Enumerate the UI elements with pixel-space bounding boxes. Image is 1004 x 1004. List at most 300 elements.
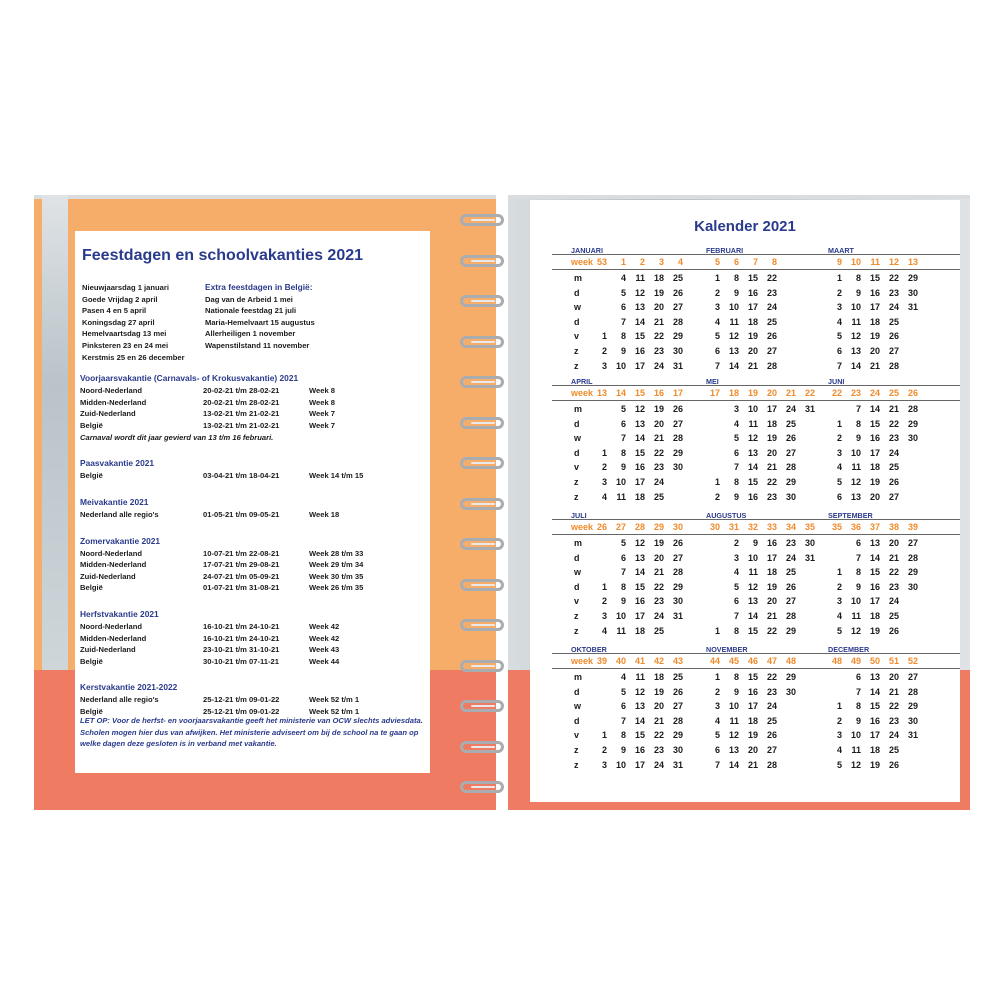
section-heading: Herfstvakantie 2021 — [80, 609, 159, 619]
vacation-dates: 01-07-21 t/m 31-08-21 — [203, 583, 280, 593]
day-number: 21 — [653, 567, 664, 578]
day-number: 19 — [869, 477, 880, 487]
day-number: 31 — [907, 730, 918, 741]
week-number: 5 — [714, 257, 720, 267]
week-number: 17 — [672, 388, 683, 398]
day-number: 11 — [851, 745, 861, 755]
week-number: 46 — [747, 656, 758, 666]
week-number: 13 — [596, 388, 607, 398]
day-number: 17 — [634, 759, 645, 770]
day-number: 27 — [766, 745, 777, 755]
day-number: 22 — [653, 447, 664, 458]
calendar-panel — [530, 200, 960, 802]
day-number: 5 — [836, 331, 842, 342]
week-number: 3 — [658, 257, 664, 267]
day-number: 3 — [733, 404, 739, 414]
day-number: 13 — [850, 346, 861, 356]
day-number: 13 — [634, 552, 645, 563]
spiral-ring — [460, 619, 504, 631]
day-number: 8 — [733, 477, 739, 487]
week-number: 23 — [850, 388, 861, 398]
day-number: 6 — [836, 346, 842, 356]
vacation-region: België — [80, 656, 103, 666]
day-letter: z — [574, 625, 579, 636]
day-number: 13 — [747, 447, 758, 458]
day-number: 4 — [601, 491, 607, 502]
day-number: 22 — [766, 273, 777, 283]
day-number: 28 — [907, 404, 918, 414]
day-letter: v — [574, 730, 580, 741]
day-number: 29 — [785, 477, 796, 487]
day-number: 11 — [729, 715, 739, 726]
day-number: 1 — [714, 625, 720, 636]
day-number: 16 — [869, 581, 880, 592]
day-number: 17 — [747, 701, 758, 712]
month-name: AUGUSTUS — [706, 511, 747, 520]
day-number: 2 — [733, 538, 739, 548]
day-number: 9 — [620, 596, 626, 607]
day-number: 7 — [733, 462, 739, 473]
day-number: 26 — [888, 477, 899, 487]
day-number: 15 — [869, 701, 880, 712]
section-heading: Voorjaarsvakantie (Carnavals- of Krokusvakantie) 2021 — [80, 373, 299, 383]
day-number: 27 — [907, 672, 918, 682]
day-number: 25 — [785, 567, 796, 578]
day-number: 14 — [728, 759, 739, 770]
holiday-nl: Koningsdag 27 april — [82, 317, 155, 327]
day-number: 1 — [836, 701, 842, 712]
day-number: 14 — [728, 360, 739, 371]
section-heading: Meivakantie 2021 — [80, 497, 149, 507]
day-number: 19 — [747, 730, 758, 741]
day-number: 4 — [714, 715, 720, 726]
day-number: 19 — [653, 686, 664, 697]
day-number: 22 — [888, 273, 899, 283]
vacation-dates: 01-05-21 t/m 09-05-21 — [203, 510, 280, 519]
day-number: 12 — [728, 331, 739, 342]
week-number: 34 — [785, 522, 796, 532]
week-number: 1 — [620, 257, 626, 267]
day-number: 17 — [634, 360, 645, 371]
day-number: 17 — [869, 596, 880, 607]
day-number: 7 — [855, 552, 861, 563]
day-number: 8 — [855, 567, 861, 578]
day-number: 24 — [653, 360, 664, 371]
holiday-nl: Pinksteren 23 en 24 mei — [82, 341, 169, 350]
day-number: 24 — [653, 759, 664, 770]
day-number: 27 — [672, 701, 683, 712]
vacation-dates: 13-02-21 t/m 21-02-21 — [203, 409, 280, 419]
day-number: 28 — [672, 316, 683, 327]
week-rule — [552, 400, 960, 401]
week-number: 44 — [709, 656, 720, 666]
day-number: 20 — [747, 745, 758, 755]
section-heading: Paasvakantie 2021 — [80, 458, 155, 469]
week-number: 36 — [850, 522, 861, 532]
week-number: 52 — [907, 656, 918, 666]
day-number: 8 — [855, 418, 861, 429]
week-number: 24 — [869, 388, 880, 398]
day-number: 13 — [869, 538, 880, 548]
day-number: 6 — [620, 302, 626, 313]
holiday-be: Nationale feestdag 21 juli — [205, 306, 297, 316]
day-number: 29 — [907, 273, 918, 283]
day-number: 14 — [634, 715, 645, 726]
day-number: 28 — [766, 360, 777, 371]
day-number: 5 — [620, 404, 626, 414]
day-number: 29 — [907, 701, 918, 712]
week-number: 15 — [634, 388, 645, 398]
day-number: 19 — [869, 759, 880, 770]
section-heading: Zomervakantie 2021 — [80, 535, 161, 546]
day-number: 23 — [653, 346, 664, 356]
day-number: 21 — [766, 611, 777, 621]
day-letter: z — [574, 745, 579, 755]
day-number: 29 — [785, 625, 796, 636]
spiral-ring — [460, 336, 504, 348]
day-letter: m — [574, 538, 583, 548]
vacation-dates: 16-10-21 t/m 24-10-21 — [203, 622, 280, 631]
day-number: 7 — [714, 759, 720, 770]
day-number: 2 — [601, 745, 607, 755]
week-label: week — [571, 257, 594, 267]
day-number: 30 — [672, 346, 683, 356]
day-number: 28 — [785, 462, 796, 473]
vacation-dates: 17-07-21 t/m 29-08-21 — [203, 560, 280, 570]
day-number: 5 — [836, 477, 842, 487]
week-number: 14 — [615, 388, 626, 398]
day-number: 17 — [634, 477, 645, 487]
day-number: 16 — [766, 538, 777, 548]
vacation-week: Week 29 t/m 34 — [309, 560, 364, 570]
day-number: 10 — [747, 404, 758, 414]
day-number: 3 — [714, 302, 720, 313]
day-number: 23 — [653, 596, 664, 607]
day-number: 12 — [634, 287, 645, 298]
day-number: 11 — [748, 418, 758, 429]
day-number: 1 — [601, 581, 607, 592]
extra-holidays-heading: Extra feestdagen in België: — [205, 282, 313, 292]
day-number: 20 — [888, 538, 899, 548]
day-number: 10 — [850, 302, 861, 313]
vacation-region: Noord-Nederland — [80, 386, 143, 395]
day-number: 31 — [804, 404, 815, 414]
day-number: 2 — [836, 433, 842, 444]
day-number: 18 — [634, 625, 645, 636]
day-number: 9 — [733, 287, 739, 298]
day-number: 24 — [766, 302, 777, 313]
month-name: DECEMBER — [828, 645, 870, 654]
day-number: 25 — [672, 273, 683, 283]
day-number: 16 — [869, 287, 880, 298]
holiday-be: Wapenstilstand 11 november — [205, 341, 310, 350]
day-number: 24 — [653, 477, 664, 487]
day-number: 24 — [785, 404, 796, 414]
day-number: 26 — [785, 433, 796, 444]
day-number: 14 — [634, 316, 645, 327]
week-number: 26 — [596, 522, 607, 532]
day-letter: z — [574, 477, 579, 487]
day-number: 15 — [634, 730, 645, 741]
day-number: 9 — [620, 346, 626, 356]
vacation-week: Week 43 — [309, 645, 340, 655]
day-number: 8 — [733, 273, 739, 283]
day-number: 5 — [733, 433, 739, 444]
day-number: 30 — [907, 433, 918, 444]
day-letter: z — [574, 611, 579, 621]
day-number: 25 — [785, 418, 796, 429]
day-number: 3 — [714, 701, 720, 712]
vacation-dates: 20-02-21 t/m 28-02-21 — [203, 397, 280, 407]
day-number: 8 — [620, 447, 626, 458]
day-number: 4 — [836, 462, 842, 473]
vacation-region: Zuid-Nederland — [80, 645, 136, 655]
day-number: 23 — [888, 287, 899, 298]
day-number: 8 — [620, 730, 626, 741]
day-number: 15 — [634, 581, 645, 592]
day-letter: w — [574, 433, 582, 444]
day-number: 6 — [733, 447, 739, 458]
day-number: 14 — [869, 552, 880, 563]
day-number: 24 — [888, 730, 899, 741]
day-number: 5 — [620, 287, 626, 298]
holiday-nl: Kerstmis 25 en 26 december — [82, 352, 185, 362]
day-number: 2 — [836, 581, 842, 592]
month-rule — [552, 653, 960, 654]
day-number: 4 — [836, 316, 842, 327]
week-rule — [552, 534, 960, 535]
day-letter: m — [574, 404, 583, 414]
day-number: 14 — [634, 433, 645, 444]
day-number: 20 — [653, 418, 664, 429]
week-number: 40 — [615, 656, 626, 666]
day-number: 25 — [766, 316, 777, 327]
day-number: 9 — [855, 715, 861, 726]
day-number: 19 — [747, 331, 758, 342]
day-number: 8 — [733, 672, 739, 682]
day-number: 28 — [785, 611, 796, 621]
day-letter: z — [574, 491, 579, 502]
week-number: 16 — [653, 388, 664, 398]
day-number: 1 — [714, 672, 720, 682]
day-letter: d — [574, 447, 580, 458]
week-number: 32 — [747, 522, 758, 532]
day-number: 2 — [601, 462, 607, 473]
day-number: 21 — [653, 715, 664, 726]
day-number: 12 — [634, 538, 645, 548]
day-number: 6 — [620, 552, 626, 563]
day-number: 18 — [653, 273, 664, 283]
day-number: 16 — [747, 686, 758, 697]
vacation-dates: 24-07-21 t/m 05-09-21 — [203, 571, 280, 581]
week-number: 41 — [634, 656, 645, 666]
day-number: 16 — [634, 745, 645, 755]
day-number: 26 — [672, 404, 683, 414]
vacation-dates: 25-12-21 t/m 09-01-22 — [203, 707, 280, 716]
day-number: 22 — [653, 581, 664, 592]
day-number: 31 — [804, 552, 815, 563]
day-letter: w — [574, 302, 582, 313]
day-letter: d — [574, 287, 580, 298]
spiral-ring — [460, 498, 504, 510]
background-photo — [42, 195, 68, 670]
spiral-ring — [460, 417, 504, 429]
day-number: 1 — [836, 273, 842, 283]
day-number: 10 — [615, 360, 626, 371]
day-number: 27 — [907, 538, 918, 548]
day-number: 20 — [766, 447, 777, 458]
day-number: 6 — [620, 701, 626, 712]
day-number: 10 — [728, 302, 739, 313]
day-number: 26 — [888, 759, 899, 770]
day-number: 30 — [804, 538, 815, 548]
day-number: 5 — [733, 581, 739, 592]
day-number: 17 — [634, 611, 645, 621]
day-number: 25 — [672, 672, 683, 682]
day-number: 25 — [888, 745, 899, 755]
week-number: 18 — [728, 388, 739, 398]
day-number: 11 — [729, 316, 739, 327]
day-number: 19 — [653, 287, 664, 298]
day-number: 23 — [653, 745, 664, 755]
vacation-dates: 13-02-21 t/m 21-02-21 — [203, 420, 280, 430]
week-number: 33 — [766, 522, 777, 532]
day-number: 21 — [888, 404, 899, 414]
day-number: 1 — [836, 418, 842, 429]
spiral-ring — [460, 538, 504, 550]
day-letter: d — [574, 418, 580, 429]
day-number: 9 — [855, 433, 861, 444]
day-number: 23 — [766, 686, 777, 697]
vacation-week: Week 42 — [309, 633, 340, 643]
week-number: 51 — [888, 656, 899, 666]
day-number: 31 — [672, 759, 683, 770]
spiral-ring — [460, 660, 504, 672]
day-number: 28 — [907, 552, 918, 563]
day-number: 21 — [888, 552, 899, 563]
vacation-region: Noord-Nederland — [80, 548, 143, 558]
day-number: 20 — [869, 491, 880, 502]
day-number: 26 — [888, 625, 899, 636]
day-number: 4 — [620, 273, 626, 283]
week-number: 37 — [869, 522, 880, 532]
vacation-week: Week 44 — [309, 656, 340, 666]
day-number: 21 — [766, 462, 777, 473]
vacation-region: Midden-Nederland — [80, 560, 147, 570]
day-number: 13 — [634, 302, 645, 313]
week-number: 29 — [653, 522, 664, 532]
day-letter: z — [574, 346, 579, 356]
day-number: 9 — [620, 462, 626, 473]
month-name: JANUARI — [571, 246, 603, 255]
day-number: 7 — [620, 715, 626, 726]
spiral-ring — [460, 700, 504, 712]
week-number: 45 — [728, 656, 739, 666]
day-number: 26 — [766, 331, 777, 342]
week-number: 22 — [831, 388, 842, 398]
day-number: 12 — [850, 477, 861, 487]
day-number: 22 — [766, 672, 777, 682]
day-number: 20 — [888, 672, 899, 682]
day-number: 25 — [653, 491, 664, 502]
day-number: 6 — [714, 346, 720, 356]
day-number: 3 — [733, 552, 739, 563]
day-number: 15 — [747, 625, 758, 636]
spiral-ring — [460, 255, 504, 267]
vacation-dates: 25-12-21 t/m 09-01-22 — [203, 695, 280, 705]
day-number: 23 — [888, 433, 899, 444]
day-number: 24 — [653, 611, 664, 621]
day-number: 25 — [766, 715, 777, 726]
day-number: 28 — [888, 360, 899, 371]
day-number: 3 — [601, 360, 607, 371]
day-number: 1 — [601, 730, 607, 741]
day-number: 4 — [836, 611, 842, 621]
day-letter: v — [574, 596, 580, 607]
week-number: 42 — [653, 656, 664, 666]
month-name: JUNI — [828, 377, 845, 386]
day-number: 21 — [653, 433, 664, 444]
day-number: 13 — [869, 672, 880, 682]
day-number: 21 — [888, 686, 899, 697]
day-number: 16 — [869, 433, 880, 444]
day-number: 15 — [869, 567, 880, 578]
day-number: 15 — [634, 447, 645, 458]
day-number: 2 — [714, 686, 720, 697]
day-number: 8 — [855, 273, 861, 283]
day-number: 5 — [836, 759, 842, 770]
vacation-week: Week 8 — [309, 386, 336, 395]
day-number: 9 — [855, 581, 861, 592]
spiral-ring — [460, 457, 504, 469]
day-number: 9 — [620, 745, 626, 755]
week-number: 35 — [831, 522, 842, 532]
week-number: 30 — [672, 522, 683, 532]
day-number: 12 — [634, 686, 645, 697]
day-number: 30 — [672, 462, 683, 473]
day-number: 3 — [836, 730, 842, 741]
day-number: 28 — [672, 715, 683, 726]
day-number: 14 — [747, 462, 758, 473]
vacation-week: Week 28 t/m 33 — [309, 548, 364, 558]
spiral-ring — [460, 295, 504, 307]
day-number: 20 — [869, 346, 880, 356]
day-number: 2 — [601, 596, 607, 607]
day-number: 29 — [672, 581, 683, 592]
day-number: 27 — [888, 491, 899, 502]
month-name: OKTOBER — [571, 645, 607, 654]
day-number: 28 — [907, 686, 918, 697]
week-number: 39 — [596, 656, 607, 666]
vacation-region: België — [80, 420, 103, 430]
month-name: SEPTEMBER — [828, 511, 873, 520]
day-number: 27 — [672, 552, 683, 563]
month-rule — [552, 254, 960, 255]
day-number: 3 — [601, 477, 607, 487]
day-number: 12 — [850, 331, 861, 342]
week-number: 8 — [771, 257, 777, 267]
day-number: 5 — [620, 538, 626, 548]
day-number: 12 — [850, 625, 861, 636]
month-rule — [552, 519, 960, 520]
vacation-week: Week 14 t/m 15 — [309, 471, 364, 481]
day-number: 20 — [653, 552, 664, 563]
day-number: 23 — [888, 715, 899, 726]
week-number: 48 — [831, 656, 842, 666]
day-letter: w — [574, 701, 582, 712]
day-number: 11 — [851, 611, 861, 621]
page-edge — [508, 195, 970, 199]
